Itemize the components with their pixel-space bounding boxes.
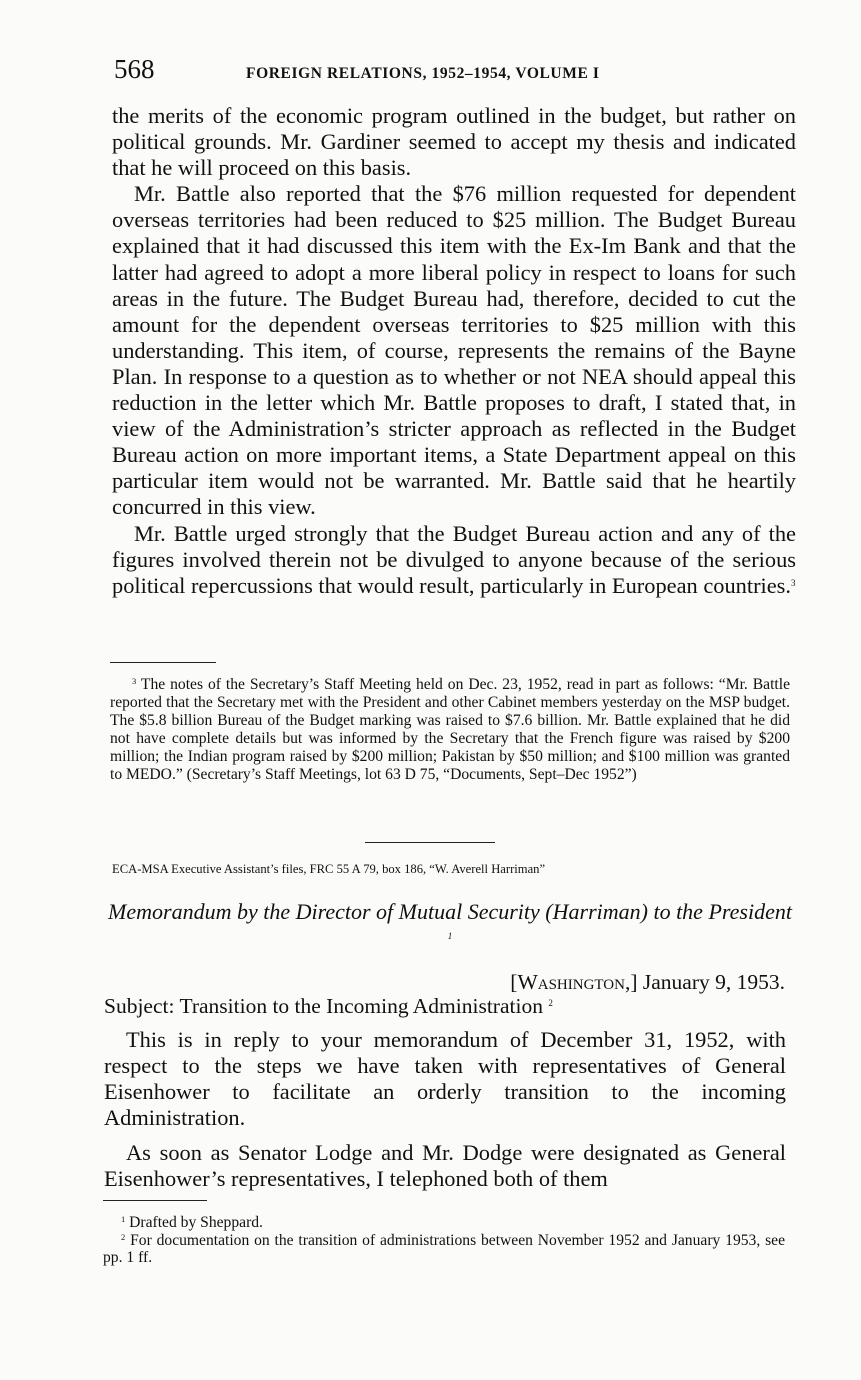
paragraph: the merits of the economic program outlined in the budget, but rather on political grounds. Mr. Gardiner seemed to accept my thesis and indicated that he will proceed on this basis. [112, 103, 796, 181]
page-number: 568 [114, 54, 155, 84]
footnote-reference: 2 [548, 998, 553, 1008]
memorandum-body [104, 1027, 786, 1201]
running-title: FOREIGN RELATIONS, 1952–1954, VOLUME I [246, 65, 600, 82]
footnote-3 [110, 676, 790, 783]
document-title-text: Memorandum by the Director of Mutual Security (Harriman) to the President [108, 899, 792, 924]
footnotes [103, 1214, 785, 1267]
footnote-marker: 3 [132, 676, 137, 686]
footnote-marker: 1 [121, 1214, 126, 1224]
footnote-reference: 1 [447, 931, 453, 941]
source-citation: ECA-MSA Executive Assistant’s files, FRC 55 A 79, box 186, “W. Averell Harriman” [112, 862, 546, 876]
subject-line [104, 994, 553, 1019]
footnote-text: For documentation on the transition of administrations between November 1952 and January 1953, see pp. 1 ff. [103, 1231, 785, 1267]
paragraph: Mr. Battle also reported that the $76 million requested for dependent overseas territories had been reduced to $25 million. The Budget Bureau explained that it had discussed this item with the Ex-Im Bank and that the latter had agreed to adopt a more liberal policy in respect to loans for such areas in the future. The Budget Bureau had, therefore, decided to cut the amount for the dependent overseas territories to $25 million with this understanding. This item, of course, represents the remains of the Bayne Plan. In response to a question as to whether or not NEA should appeal this reduction in the letter which Mr. Battle proposes to draft, I stated that, in view of the Administration’s stricter approach as reflected in the Budget Bureau action on more important items, a State Department appeal on this particular item would not be warranted. Mr. Battle said that he heartily concurred in this view. [112, 181, 796, 520]
section-separator [365, 842, 495, 843]
document-title [105, 898, 795, 952]
paragraph-text: Mr. Battle urged strongly that the Budget Bureau action and any of the figures involved therein not be divulged to anyone because of the serious political repercussions that would result, particularly in European countries. [112, 520, 796, 598]
footnote-1 [103, 1214, 785, 1232]
dateline-place: [Washington,] [510, 970, 638, 994]
footnote-text: Drafted by Sheppard. [129, 1214, 263, 1231]
footnote-2 [103, 1232, 785, 1267]
paragraph: As soon as Senator Lodge and Mr. Dodge were designated as General Eisenhower’s representatives, I telephoned both of them [104, 1140, 786, 1191]
footnote-rule [110, 662, 216, 663]
subject-text: Subject: Transition to the Incoming Administration [104, 994, 543, 1018]
paragraph: This is in reply to your memorandum of December 31, 1952, with respect to the steps we have taken with representatives of General Eisenhower to facilitate an orderly transition to the incoming Administration. [104, 1027, 786, 1130]
paragraph [112, 521, 796, 599]
dateline-date: January 9, 1953. [642, 970, 785, 994]
footnote-reference: 3 [791, 577, 796, 588]
dateline [510, 970, 785, 995]
footnote-rule [103, 1200, 207, 1201]
footnote-text: The notes of the Secretary’s Staff Meeting held on Dec. 23, 1952, read in part as follows: “Mr. Battle reported that the Secretary met with the President and other Cabinet members yesterday on the MSP budget. The $5.8 billion Bureau of the Budget marking was raised to $7.6 billion. Mr. Battle explained that he did not have complete details but was informed by the Secretary that the French figure was raised by $200 million; the Indian program raised by $200 million; Pakistan by $50 million; and $100 million was granted to MEDO.” (Secretary’s Staff Meetings, lot 63 D 75, “Documents, Sept–Dec 1952”) [110, 676, 790, 783]
body-text-top [112, 103, 796, 599]
footnote-marker: 2 [121, 1231, 126, 1242]
page-header [114, 54, 794, 86]
